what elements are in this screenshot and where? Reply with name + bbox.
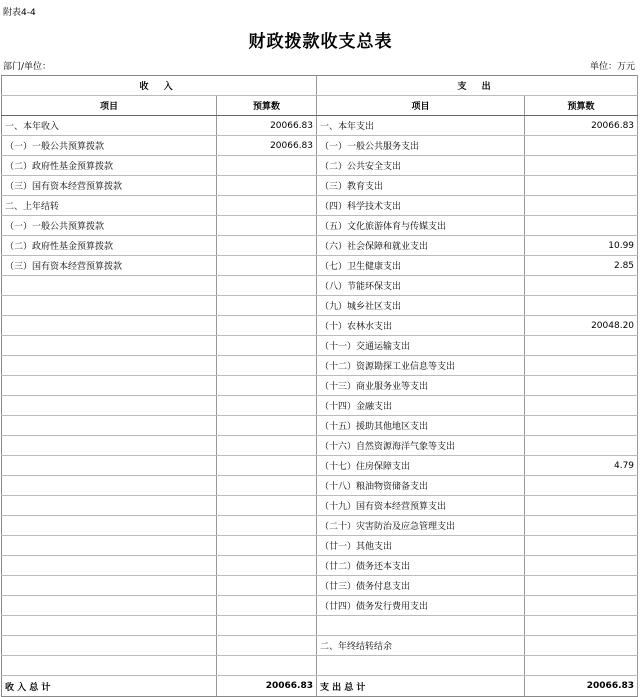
income-value-cell: 20066.83 [217, 136, 317, 156]
expense-value-cell: 4.79 [525, 456, 638, 476]
expense-value-cell [525, 436, 638, 456]
expense-item-cell: （三）教育支出 [317, 176, 525, 196]
table-row [2, 576, 638, 596]
expense-value-cell [525, 416, 638, 436]
income-total-value: 20066.83 [217, 676, 317, 697]
expense-budget-header: 预算数 [525, 96, 638, 116]
expense-value-cell: 2.85 [525, 256, 638, 276]
income-value-cell [217, 356, 317, 376]
expense-value-cell [525, 496, 638, 516]
income-item-cell [2, 276, 217, 296]
expense-item-cell: （十五）援助其他地区支出 [317, 416, 525, 436]
expense-value-cell: 20048.20 [525, 316, 638, 336]
income-item-cell [2, 656, 217, 676]
income-value-cell [217, 216, 317, 236]
expense-total-value: 20066.83 [525, 676, 638, 697]
income-item-cell [2, 596, 217, 616]
expense-item-cell: （十四）金融支出 [317, 396, 525, 416]
income-value-cell [217, 556, 317, 576]
income-value-cell [217, 536, 317, 556]
income-value-cell [217, 656, 317, 676]
expense-value-cell [525, 536, 638, 556]
table-row [2, 536, 638, 556]
expense-item-cell: （五）文化旅游体育与传媒支出 [317, 216, 525, 236]
table-row [2, 116, 638, 136]
expense-item-cell: （七）卫生健康支出 [317, 256, 525, 276]
expense-value-cell [525, 136, 638, 156]
expense-item-cell: （廿四）债务发行费用支出 [317, 596, 525, 616]
column-header-row [2, 96, 638, 116]
table-row [2, 496, 638, 516]
income-item-cell [2, 356, 217, 376]
expense-value-cell [525, 356, 638, 376]
expense-item-cell: （二十）灾害防治及应急管理支出 [317, 516, 525, 536]
income-item-cell: 二、上年结转 [2, 196, 217, 216]
expense-value-cell [525, 516, 638, 536]
expense-value-cell [525, 556, 638, 576]
income-item-cell [2, 516, 217, 536]
expense-value-cell [525, 576, 638, 596]
expense-value-cell [525, 296, 638, 316]
expense-value-cell [525, 596, 638, 616]
expense-value-cell [525, 476, 638, 496]
income-value-cell [217, 436, 317, 456]
total-row [2, 676, 638, 697]
income-item-cell [2, 636, 217, 656]
table-row [2, 216, 638, 236]
income-value-cell [217, 316, 317, 336]
page-title: 财政拨款收支总表 [248, 32, 393, 52]
income-item-cell [2, 536, 217, 556]
expense-value-cell [525, 396, 638, 416]
income-item-cell [2, 616, 217, 636]
table-row [2, 316, 638, 336]
income-item-header: 项目 [2, 96, 217, 116]
section-header-row [2, 76, 638, 96]
expense-item-cell: 二、年终结转结余 [317, 636, 525, 656]
expense-item-cell [317, 656, 525, 676]
expense-item-cell: （十六）自然资源海洋气象等支出 [317, 436, 525, 456]
income-item-cell: （三）国有资本经营预算拨款 [2, 176, 217, 196]
table-row [2, 556, 638, 576]
income-value-cell: 20066.83 [217, 116, 317, 136]
expense-value-cell [525, 376, 638, 396]
expense-item-header: 项目 [317, 96, 525, 116]
table-row [2, 616, 638, 636]
income-value-cell [217, 156, 317, 176]
department-label: 部门/单位： [3, 62, 52, 72]
expense-value-cell: 10.99 [525, 236, 638, 256]
income-item-cell [2, 396, 217, 416]
expense-value-cell [525, 636, 638, 656]
income-item-cell [2, 476, 217, 496]
income-item-cell: （二）政府性基金预算拨款 [2, 236, 217, 256]
expense-value-cell [525, 196, 638, 216]
expense-item-cell: （九）城乡社区支出 [317, 296, 525, 316]
income-value-cell [217, 176, 317, 196]
expense-item-cell: （廿二）债务还本支出 [317, 556, 525, 576]
unit-label: 单位：万元 [589, 62, 635, 72]
income-item-cell [2, 416, 217, 436]
expense-item-cell: （十八）粮油物资储备支出 [317, 476, 525, 496]
expense-item-cell: （十二）资源勘探工业信息等支出 [317, 356, 525, 376]
table-row [2, 196, 638, 216]
expense-value-cell: 20066.83 [525, 116, 638, 136]
table-row [2, 156, 638, 176]
table-row [2, 416, 638, 436]
table-row [2, 336, 638, 356]
income-value-cell [217, 596, 317, 616]
expense-item-cell: （六）社会保障和就业支出 [317, 236, 525, 256]
table-row [2, 376, 638, 396]
table-row [2, 516, 638, 536]
income-item-cell [2, 556, 217, 576]
income-value-cell [217, 376, 317, 396]
income-value-cell [217, 276, 317, 296]
expense-item-cell: （十三）商业服务业等支出 [317, 376, 525, 396]
expense-item-cell: （二）公共安全支出 [317, 156, 525, 176]
income-total-label: 收 入 总 计 [2, 676, 217, 697]
expense-value-cell [525, 216, 638, 236]
expense-value-cell [525, 156, 638, 176]
income-item-cell [2, 336, 217, 356]
table-row [2, 276, 638, 296]
table-row [2, 596, 638, 616]
table-row [2, 356, 638, 376]
expense-item-cell: （四）科学技术支出 [317, 196, 525, 216]
expense-section-header: 支 出 [317, 76, 638, 96]
income-value-cell [217, 516, 317, 536]
table-row [2, 396, 638, 416]
income-value-cell [217, 396, 317, 416]
expense-total-label: 支 出 总 计 [317, 676, 525, 697]
expense-item-cell: （廿三）债务付息支出 [317, 576, 525, 596]
income-item-cell: （二）政府性基金预算拨款 [2, 156, 217, 176]
expense-item-cell: （十七）住房保障支出 [317, 456, 525, 476]
income-value-cell [217, 456, 317, 476]
income-value-cell [217, 196, 317, 216]
income-item-cell [2, 576, 217, 596]
income-value-cell [217, 476, 317, 496]
income-item-cell: （三）国有资本经营预算拨款 [2, 256, 217, 276]
table-row [2, 176, 638, 196]
expense-value-cell [525, 656, 638, 676]
expense-item-cell: （八）节能环保支出 [317, 276, 525, 296]
table-row [2, 656, 638, 676]
income-item-cell: （一）一般公共预算拨款 [2, 216, 217, 236]
table-row [2, 636, 638, 656]
expense-value-cell [525, 616, 638, 636]
appendix-label: 附表4-4 [3, 8, 36, 18]
income-item-cell [2, 296, 217, 316]
budget-summary-table [1, 75, 638, 697]
table-row [2, 436, 638, 456]
income-value-cell [217, 256, 317, 276]
expense-value-cell [525, 176, 638, 196]
income-value-cell [217, 336, 317, 356]
income-item-cell [2, 376, 217, 396]
expense-item-cell: （十九）国有资本经营预算支出 [317, 496, 525, 516]
income-item-cell [2, 456, 217, 476]
income-item-cell [2, 316, 217, 336]
income-value-cell [217, 296, 317, 316]
income-value-cell [217, 236, 317, 256]
income-item-cell: （一）一般公共预算拨款 [2, 136, 217, 156]
income-item-cell [2, 436, 217, 456]
expense-item-cell [317, 616, 525, 636]
expense-item-cell: （一）一般公共服务支出 [317, 136, 525, 156]
table-row [2, 236, 638, 256]
income-value-cell [217, 636, 317, 656]
income-value-cell [217, 616, 317, 636]
expense-value-cell [525, 336, 638, 356]
table-row [2, 296, 638, 316]
expense-value-cell [525, 276, 638, 296]
income-value-cell [217, 416, 317, 436]
income-item-cell [2, 496, 217, 516]
expense-item-cell: （十一）交通运输支出 [317, 336, 525, 356]
income-budget-header: 预算数 [217, 96, 317, 116]
expense-item-cell: 一、本年支出 [317, 116, 525, 136]
income-section-header: 收 入 [2, 76, 317, 96]
expense-item-cell: （十）农林水支出 [317, 316, 525, 336]
table-row [2, 136, 638, 156]
table-row [2, 256, 638, 276]
expense-item-cell: （廿一）其他支出 [317, 536, 525, 556]
income-value-cell [217, 496, 317, 516]
income-item-cell: 一、本年收入 [2, 116, 217, 136]
table-row [2, 476, 638, 496]
table-row [2, 456, 638, 476]
income-value-cell [217, 576, 317, 596]
